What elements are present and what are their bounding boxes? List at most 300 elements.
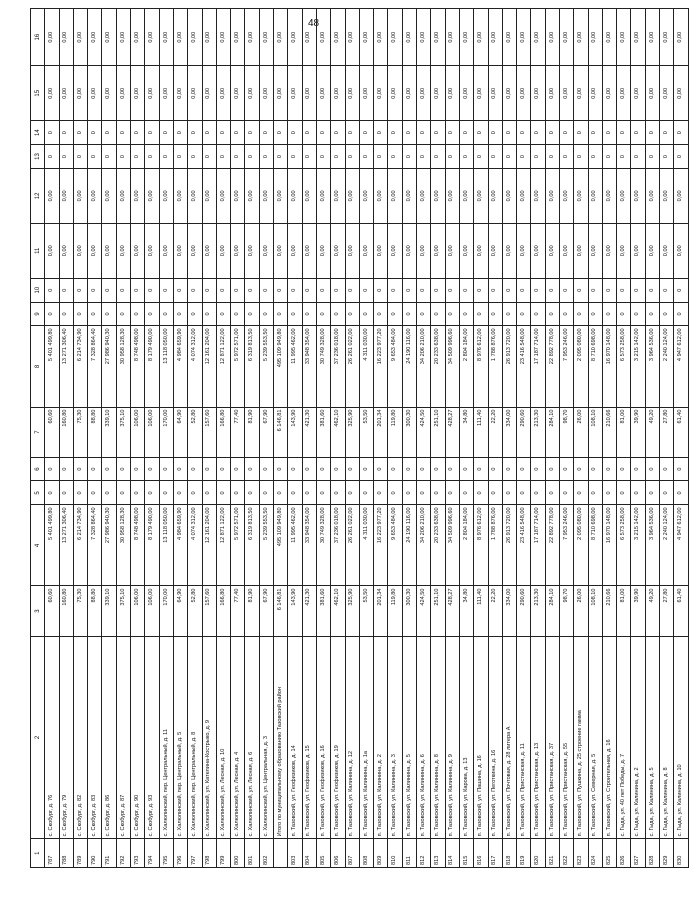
value-cell: 428,27: [445, 586, 459, 636]
value-cell: 34 509 996,60: [445, 505, 459, 586]
table-row: [45, 9, 59, 868]
value-cell: 160,80: [59, 586, 73, 636]
value-cell: 0,00: [660, 168, 674, 223]
value-cell: 0: [645, 457, 659, 481]
value-cell: 201,34: [374, 407, 388, 457]
table-row: [331, 9, 345, 868]
value-cell: 0: [388, 457, 402, 481]
address-cell: п. Тазовский, ул. Пристанская, д. 11: [517, 636, 531, 839]
value-cell: 0: [374, 145, 388, 169]
value-cell: 0: [131, 302, 145, 326]
value-cell: 9 653 484,00: [388, 505, 402, 586]
value-cell: 0: [631, 302, 645, 326]
value-cell: 9 653 484,00: [388, 326, 402, 407]
value-cell: 0: [631, 278, 645, 302]
value-cell: 0: [660, 481, 674, 505]
value-cell: 0,00: [545, 66, 559, 121]
address-cell: с. Гыда, ул. Калинина, д. 10: [674, 636, 688, 839]
value-cell: 0: [331, 302, 345, 326]
value-cell: 0,00: [145, 223, 159, 278]
value-cell: 170,00: [159, 407, 173, 457]
value-cell: 0,00: [73, 223, 87, 278]
value-cell: 20 233 638,00: [431, 326, 445, 407]
address-cell: с. Халюлинский, пер. Центральный, д. 11: [159, 636, 173, 839]
value-cell: 8 976 612,00: [474, 505, 488, 586]
value-cell: 0,00: [88, 66, 102, 121]
value-cell: 119,80: [388, 586, 402, 636]
value-cell: 0,00: [559, 168, 573, 223]
value-cell: 64,90: [173, 407, 187, 457]
value-cell: 0: [417, 278, 431, 302]
value-cell: 0: [345, 481, 359, 505]
value-cell: 0,00: [216, 223, 230, 278]
value-cell: 0: [73, 121, 87, 145]
value-cell: 0,00: [202, 9, 216, 66]
value-cell: 0: [488, 121, 502, 145]
value-cell: 0: [173, 457, 187, 481]
value-cell: 0: [145, 481, 159, 505]
value-cell: 0: [173, 145, 187, 169]
value-cell: 0,00: [88, 223, 102, 278]
row-number-cell: 807: [345, 839, 359, 868]
value-cell: 0,00: [388, 168, 402, 223]
value-cell: 0: [617, 278, 631, 302]
value-cell: 0,00: [173, 223, 187, 278]
value-cell: 0: [417, 145, 431, 169]
value-cell: 0: [316, 278, 330, 302]
value-cell: 0: [402, 121, 416, 145]
value-cell: 0,00: [602, 168, 616, 223]
value-cell: 0,00: [545, 168, 559, 223]
value-cell: 0,00: [674, 223, 688, 278]
value-cell: 0: [417, 302, 431, 326]
value-cell: 0: [602, 457, 616, 481]
value-cell: 0: [245, 121, 259, 145]
value-cell: 0,00: [588, 168, 602, 223]
row-number-cell: 818: [502, 839, 516, 868]
row-number-cell: 814: [445, 839, 459, 868]
row-number-cell: 794: [145, 839, 159, 868]
value-cell: 0: [331, 145, 345, 169]
value-cell: 0,00: [274, 66, 288, 121]
value-cell: 98,70: [559, 407, 573, 457]
value-cell: 0: [102, 302, 116, 326]
value-cell: 81,00: [617, 407, 631, 457]
value-cell: 106,00: [145, 407, 159, 457]
value-cell: 213,30: [531, 586, 545, 636]
value-cell: 0: [188, 121, 202, 145]
value-cell: 22,20: [488, 407, 502, 457]
column-number-cell: 10: [31, 278, 45, 302]
address-cell: п. Тазовский, ул. Пристанская, д. 55: [559, 636, 573, 839]
value-cell: 0: [274, 457, 288, 481]
value-cell: 67,90: [259, 407, 273, 457]
value-cell: 108,10: [588, 407, 602, 457]
value-cell: 0,00: [431, 168, 445, 223]
value-cell: 0,00: [231, 223, 245, 278]
value-cell: 0,00: [145, 9, 159, 66]
value-cell: 0: [602, 145, 616, 169]
value-cell: 0: [216, 457, 230, 481]
value-cell: 0: [660, 302, 674, 326]
value-cell: 0,00: [316, 9, 330, 66]
value-cell: 3 964 536,00: [645, 326, 659, 407]
value-cell: 0: [588, 121, 602, 145]
value-cell: 0,00: [259, 9, 273, 66]
value-cell: 157,60: [202, 407, 216, 457]
value-cell: 0: [359, 481, 373, 505]
value-cell: 0,00: [588, 66, 602, 121]
value-cell: 0,00: [302, 168, 316, 223]
value-cell: 8 976 612,00: [474, 326, 488, 407]
value-cell: 0,00: [645, 168, 659, 223]
value-cell: 0: [388, 481, 402, 505]
value-cell: 0,00: [159, 9, 173, 66]
table-row: [417, 9, 431, 868]
value-cell: 0,00: [302, 66, 316, 121]
value-cell: 0: [474, 121, 488, 145]
value-cell: 3 964 536,00: [645, 505, 659, 586]
value-cell: 0: [459, 278, 473, 302]
table-row: [531, 9, 545, 868]
value-cell: 0: [674, 278, 688, 302]
value-cell: 0,00: [645, 223, 659, 278]
value-cell: 4 074 312,00: [188, 326, 202, 407]
value-cell: 0,00: [602, 66, 616, 121]
value-cell: 0,00: [674, 9, 688, 66]
row-number-cell: 819: [517, 839, 531, 868]
value-cell: 26 913 720,00: [502, 326, 516, 407]
value-cell: 8 748 498,00: [131, 505, 145, 586]
value-cell: 49,20: [645, 407, 659, 457]
value-cell: 0: [431, 302, 445, 326]
value-cell: 0: [574, 278, 588, 302]
value-cell: 0: [559, 121, 573, 145]
value-cell: 0: [202, 302, 216, 326]
value-cell: 428,27: [445, 407, 459, 457]
table-row: [517, 9, 531, 868]
value-cell: 0: [431, 457, 445, 481]
value-cell: 0: [417, 457, 431, 481]
value-cell: 22,20: [488, 586, 502, 636]
value-cell: 0,00: [302, 223, 316, 278]
value-cell: 0,00: [388, 66, 402, 121]
value-cell: 0,00: [216, 66, 230, 121]
value-cell: 0: [431, 145, 445, 169]
value-cell: 0,00: [417, 168, 431, 223]
row-number-cell: 820: [531, 839, 545, 868]
value-cell: 0: [517, 145, 531, 169]
address-cell: п. Тазовский, ул. Геофизиков, д. 15: [302, 636, 316, 839]
address-cell: п. Тазовский, ул. Калинина, д. 12: [345, 636, 359, 839]
value-cell: 0: [302, 302, 316, 326]
value-cell: 0,00: [617, 66, 631, 121]
value-cell: 170,00: [159, 586, 173, 636]
value-cell: 0,00: [102, 168, 116, 223]
value-cell: 0: [488, 302, 502, 326]
row-number-cell: 824: [588, 839, 602, 868]
value-cell: 0,00: [231, 168, 245, 223]
value-cell: 20 233 638,00: [431, 505, 445, 586]
value-cell: 0,00: [474, 223, 488, 278]
value-cell: 0: [302, 481, 316, 505]
value-cell: 0: [374, 302, 388, 326]
value-cell: 0: [116, 302, 130, 326]
value-cell: 0,00: [474, 168, 488, 223]
value-cell: 2 240 124,00: [660, 505, 674, 586]
value-cell: 0,00: [59, 223, 73, 278]
address-cell: п. Тазовский, ул. Пеготкина, д. 16: [488, 636, 502, 839]
value-cell: 0,00: [359, 66, 373, 121]
value-cell: 0: [674, 481, 688, 505]
table-row: [617, 9, 631, 868]
address-cell: п. Тазовский, ул. Почтовая, д. 28 литера А: [502, 636, 516, 839]
value-cell: 0: [259, 278, 273, 302]
value-cell: 0: [302, 145, 316, 169]
value-cell: 284,10: [545, 407, 559, 457]
value-cell: 61,40: [674, 586, 688, 636]
value-cell: 0,00: [574, 223, 588, 278]
value-cell: 0: [645, 481, 659, 505]
value-cell: 0,00: [374, 168, 388, 223]
value-cell: 0: [660, 457, 674, 481]
column-number-cell: 9: [31, 302, 45, 326]
value-cell: 0,00: [59, 66, 73, 121]
value-cell: 339,10: [102, 586, 116, 636]
value-cell: 0: [559, 145, 573, 169]
value-cell: 421,30: [302, 586, 316, 636]
value-cell: 0: [388, 278, 402, 302]
value-cell: 0: [73, 457, 87, 481]
value-cell: 0: [145, 121, 159, 145]
value-cell: 34 206 210,00: [417, 326, 431, 407]
value-cell: 0: [88, 457, 102, 481]
value-cell: 8 179 490,00: [145, 505, 159, 586]
value-cell: 1 788 876,00: [488, 505, 502, 586]
value-cell: 0: [202, 457, 216, 481]
value-cell: 0,00: [116, 9, 130, 66]
value-cell: 0: [73, 481, 87, 505]
value-cell: 0,00: [559, 9, 573, 66]
address-cell: с. Халюлинский, ул. Кателина-Кострыко, д. 9: [202, 636, 216, 839]
value-cell: 13 271 306,40: [59, 505, 73, 586]
value-cell: 52,80: [188, 407, 202, 457]
value-cell: 0: [574, 145, 588, 169]
row-number-cell: 788: [59, 839, 73, 868]
table-row: [288, 9, 302, 868]
value-cell: 0,00: [45, 66, 59, 121]
row-number-cell: 815: [459, 839, 473, 868]
value-cell: 0,00: [288, 223, 302, 278]
value-cell: 0,00: [245, 9, 259, 66]
value-cell: 0: [131, 145, 145, 169]
value-cell: 0,00: [59, 9, 73, 66]
address-cell: с. Скобург, д. 86: [102, 636, 116, 839]
value-cell: 0,00: [517, 9, 531, 66]
table-row: [388, 9, 402, 868]
address-cell: п. Тазовский, ул. Калинина, д. 3: [388, 636, 402, 839]
value-cell: 22 892 778,00: [545, 326, 559, 407]
table-row: [674, 9, 688, 868]
value-cell: 0: [545, 278, 559, 302]
value-cell: 34,80: [459, 586, 473, 636]
value-cell: 49,20: [645, 586, 659, 636]
table-body: [31, 9, 689, 868]
value-cell: 34 206 210,00: [417, 505, 431, 586]
value-cell: 1 788 876,00: [488, 326, 502, 407]
value-cell: 0: [445, 457, 459, 481]
value-cell: 0: [359, 145, 373, 169]
value-cell: 0: [274, 302, 288, 326]
value-cell: 0,00: [202, 66, 216, 121]
table-row: [231, 9, 245, 868]
address-cell: п. Тазовский, ул. Карова, д. 13: [459, 636, 473, 839]
value-cell: 0,00: [231, 66, 245, 121]
value-cell: 0,00: [502, 168, 516, 223]
value-cell: 0: [131, 121, 145, 145]
value-cell: 0: [316, 457, 330, 481]
value-cell: 4 984 659,90: [173, 326, 187, 407]
value-cell: 0: [216, 481, 230, 505]
address-cell: п. Тазовский, ул. Калинина, д. 5: [402, 636, 416, 839]
value-cell: 2 095 080,00: [574, 505, 588, 586]
value-cell: 0: [388, 145, 402, 169]
value-cell: 30 749 328,00: [316, 505, 330, 586]
row-number-cell: 789: [73, 839, 87, 868]
value-cell: 0: [88, 145, 102, 169]
value-cell: 0: [88, 481, 102, 505]
value-cell: 22 892 778,00: [545, 505, 559, 586]
value-cell: 0: [602, 481, 616, 505]
value-cell: 6 146,81: [274, 407, 288, 457]
value-cell: 0: [188, 481, 202, 505]
value-cell: 0,00: [417, 9, 431, 66]
value-cell: 0,00: [631, 66, 645, 121]
row-number-cell: 793: [131, 839, 145, 868]
value-cell: 13 118 050,00: [159, 505, 173, 586]
value-cell: 26 913 720,00: [502, 505, 516, 586]
value-cell: 0,00: [574, 168, 588, 223]
value-cell: 495 109 949,80: [274, 505, 288, 586]
value-cell: 0: [302, 278, 316, 302]
address-cell: с. Халюлинский, ул. Лесная, д. 4: [231, 636, 245, 839]
value-cell: 75,30: [73, 586, 87, 636]
page-number: 48: [308, 18, 320, 29]
value-cell: 5 972 571,00: [231, 505, 245, 586]
value-cell: 0,00: [102, 9, 116, 66]
value-cell: 0,00: [559, 223, 573, 278]
value-cell: 0: [188, 302, 202, 326]
value-cell: 2 095 080,00: [574, 326, 588, 407]
value-cell: 0,00: [45, 223, 59, 278]
value-cell: 0: [459, 145, 473, 169]
value-cell: 11 995 462,00: [288, 326, 302, 407]
value-cell: 0: [459, 121, 473, 145]
value-cell: 6 573 258,00: [617, 326, 631, 407]
value-cell: 0,00: [131, 168, 145, 223]
value-cell: 0,00: [116, 223, 130, 278]
value-cell: 30 958 128,30: [116, 326, 130, 407]
table-row: [188, 9, 202, 868]
value-cell: 166,80: [216, 586, 230, 636]
value-cell: 0: [159, 302, 173, 326]
value-cell: 0: [59, 481, 73, 505]
value-cell: 0,00: [316, 66, 330, 121]
value-cell: 0,00: [488, 223, 502, 278]
value-cell: 0,00: [517, 168, 531, 223]
value-cell: 0,00: [531, 66, 545, 121]
row-number-cell: 830: [674, 839, 688, 868]
value-cell: 0: [502, 457, 516, 481]
value-cell: 0: [274, 121, 288, 145]
table-row: [88, 9, 102, 868]
value-cell: 0: [517, 302, 531, 326]
value-cell: 0,00: [488, 168, 502, 223]
column-number-cell: 15: [31, 66, 45, 121]
row-number-cell: 787: [45, 839, 59, 868]
value-cell: 23 416 548,00: [517, 326, 531, 407]
table-row: [359, 9, 373, 868]
value-cell: 0,00: [216, 9, 230, 66]
value-cell: 0,00: [188, 168, 202, 223]
row-number-cell: 799: [216, 839, 230, 868]
value-cell: 0: [488, 145, 502, 169]
value-cell: 0,00: [88, 9, 102, 66]
value-cell: 0,00: [374, 9, 388, 66]
value-cell: 0: [631, 121, 645, 145]
value-cell: 30 749 328,00: [316, 326, 330, 407]
table-row: [345, 9, 359, 868]
value-cell: 34 509 996,60: [445, 326, 459, 407]
value-cell: 0,00: [374, 66, 388, 121]
row-number-cell: 826: [617, 839, 631, 868]
value-cell: 0: [574, 302, 588, 326]
value-cell: 0: [259, 457, 273, 481]
value-cell: 0: [545, 302, 559, 326]
value-cell: 0,00: [288, 66, 302, 121]
value-cell: 0: [116, 457, 130, 481]
row-number-cell: 812: [417, 839, 431, 868]
address-cell: с. Скобург, д. 79: [59, 636, 73, 839]
value-cell: 0,00: [274, 9, 288, 66]
value-cell: 4 947 612,00: [674, 326, 688, 407]
value-cell: 0: [474, 481, 488, 505]
value-cell: 0: [459, 481, 473, 505]
value-cell: 0: [245, 302, 259, 326]
address-cell: п. Тазовский, ул. Пристанская, д. 37: [545, 636, 559, 839]
value-cell: 0: [159, 278, 173, 302]
value-cell: 0: [102, 121, 116, 145]
value-cell: 0: [588, 302, 602, 326]
value-cell: 0,00: [531, 223, 545, 278]
value-cell: 0: [559, 302, 573, 326]
value-cell: 0,00: [645, 9, 659, 66]
table-row: [116, 9, 130, 868]
value-cell: 0: [173, 302, 187, 326]
value-cell: 0: [331, 481, 345, 505]
value-cell: 0,00: [345, 66, 359, 121]
value-cell: 6 146,81: [274, 586, 288, 636]
address-cell: с. Халюлинский, ул. Лесная, д. 10: [216, 636, 230, 839]
value-cell: 0: [474, 145, 488, 169]
value-cell: 0,00: [116, 66, 130, 121]
value-cell: 0: [145, 302, 159, 326]
value-cell: 462,10: [331, 586, 345, 636]
value-cell: 0: [216, 145, 230, 169]
value-cell: 0: [316, 302, 330, 326]
value-cell: 33 948 354,00: [302, 326, 316, 407]
value-cell: 325,90: [345, 407, 359, 457]
